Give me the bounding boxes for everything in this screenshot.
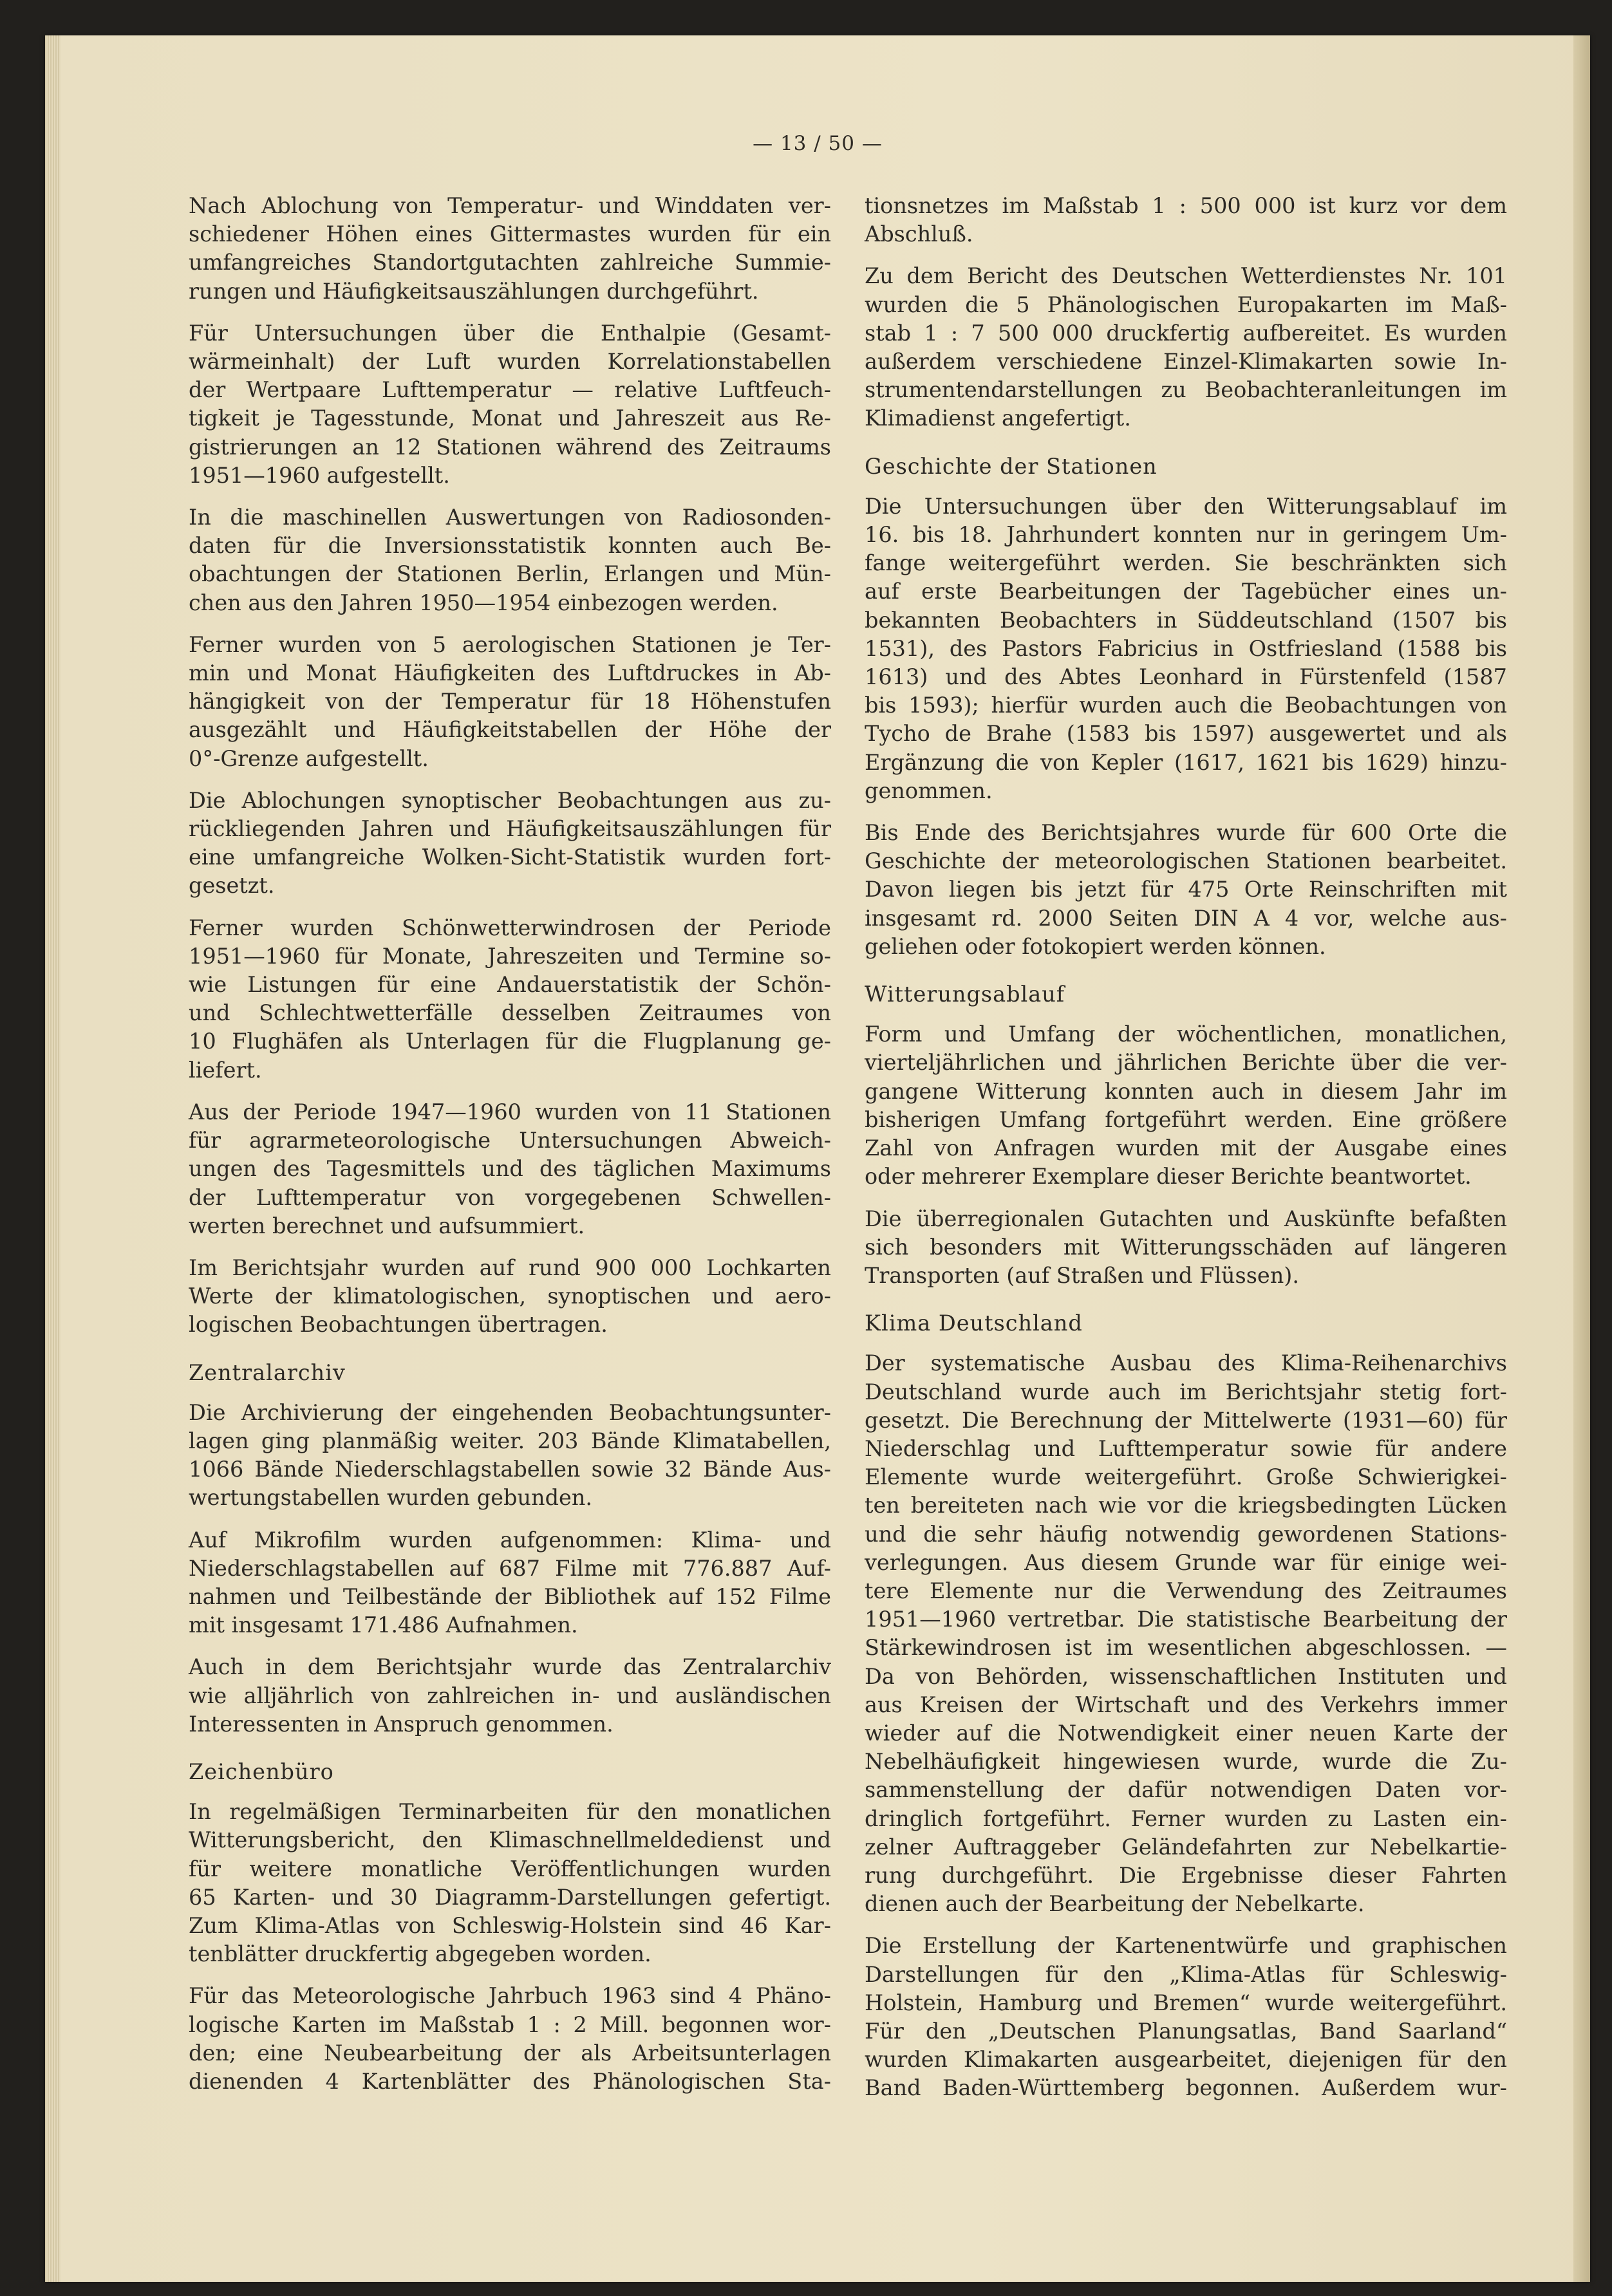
text-line: dienenden 4 Kartenblätter des Phänologischen Sta-	[189, 2068, 831, 2094]
text-line: verlegungen. Aus diesem Grunde war für einige wei-	[865, 1549, 1507, 1575]
text-line: Nach Ablochung von Temperatur- und Winddaten ver-	[189, 193, 831, 218]
page-edge	[1573, 35, 1590, 2282]
text-line: rungen und Häufigkeitsauszählungen durchgeführt.	[189, 278, 759, 304]
text-line: eine umfangreiche Wolken-Sicht-Statistik wurden fort-	[189, 845, 831, 870]
paragraph	[865, 492, 1507, 805]
text-line: für agrarmeteorologische Untersuchungen Abweich-	[189, 1128, 831, 1153]
text-line: logische Karten im Maßstab 1 : 2 Mill. begonnen wor-	[189, 2011, 831, 2037]
text-line: Ergänzung die von Kepler (1617, 1621 bis 1629) hinzu-	[865, 749, 1507, 775]
text-line: genommen.	[865, 778, 993, 803]
paragraph	[865, 1205, 1507, 1291]
text-line: Die Erstellung der Kartenentwürfe und graphischen	[865, 1933, 1507, 1959]
text-line: Niederschlag und Lufttemperatur sowie für andere	[865, 1435, 1507, 1461]
text-line: rückliegenden Jahren und Häufigkeitsauszählungen für	[189, 816, 831, 842]
text-line: 1951—1960 aufgestellt.	[189, 462, 450, 488]
text-line: Bis Ende des Berichtsjahres wurde für 600 Orte die	[865, 820, 1507, 846]
paragraph	[189, 1798, 831, 1968]
paragraph	[189, 192, 831, 306]
text-line: ausgezählt und Häufigkeitstabellen der Höhe der	[189, 717, 831, 743]
text-line: insgesamt rd. 2000 Seiten DIN A 4 vor, welche aus-	[865, 905, 1507, 931]
text-line: gistrierungen an 12 Stationen während des Zeitraums	[189, 434, 831, 460]
text-line: 10 Flughäfen als Unterlagen für die Flugplanung ge-	[189, 1029, 831, 1054]
text-line: der Lufttemperatur von vorgegebenen Schwellen-	[189, 1184, 831, 1210]
page-number: — 13 / 50 —	[753, 132, 883, 155]
text-line: ungen des Tagesmittels und des täglichen Maximums	[189, 1156, 831, 1182]
text-line: tenblätter druckfertig abgegeben worden.	[189, 1941, 651, 1967]
paragraph	[865, 262, 1507, 433]
text-line: stab 1 : 7 500 000 druckfertig aufbereitet. Es wurden	[865, 320, 1507, 346]
text-line: Stärkewindrosen ist im wesentlichen abgeschlossen. —	[865, 1635, 1507, 1661]
text-line: dienen auch der Bearbeitung der Nebelkarte.	[865, 1891, 1365, 1917]
text-line: Zahl von Anfragen wurden mit der Ausgabe eines	[865, 1135, 1507, 1161]
text-line: Zu dem Bericht des Deutschen Wetterdienstes Nr. 101	[865, 263, 1507, 289]
text-line: min und Monat Häufigkeiten des Luftdruckes in Ab-	[189, 660, 831, 686]
text-line: Davon liegen bis jetzt für 475 Orte Reinschriften mit	[865, 877, 1507, 902]
text-line: Abschluß.	[865, 221, 973, 247]
text-line: Klimadienst angefertigt.	[865, 406, 1131, 431]
text-line: Witterungsbericht, den Klimaschnellmeldedienst und	[189, 1827, 831, 1853]
text-line: Auf Mikrofilm wurden aufgenommen: Klima- und	[189, 1527, 831, 1553]
text-line: In regelmäßigen Terminarbeiten für den monatlichen	[189, 1799, 831, 1825]
text-line: 65 Karten- und 30 Diagramm-Darstellungen gefertigt.	[189, 1884, 831, 1910]
text-line: wieder auf die Notwendigkeit einer neuen Karte der	[865, 1720, 1507, 1746]
paragraph	[189, 1399, 831, 1513]
text-line: liefert.	[189, 1057, 262, 1083]
text-line: Aus der Periode 1947—1960 wurden von 11 Stationen	[189, 1099, 831, 1125]
text-line: bisherigen Umfang fortgeführt werden. Eine größere	[865, 1106, 1507, 1132]
text-line: gesetzt. Die Berechnung der Mittelwerte (1931—60) für	[865, 1407, 1507, 1433]
text-line: hängigkeit von der Temperatur für 18 Höhenstufen	[189, 689, 831, 714]
text-line: sich besonders mit Witterungsschäden auf längeren	[865, 1234, 1507, 1260]
text-line: der Wertpaare Lufttemperatur — relative Luftfeuch-	[189, 377, 831, 403]
text-line: geliehen oder fotokopiert werden können.	[865, 933, 1326, 959]
text-line: logischen Beobachtungen übertragen.	[189, 1312, 608, 1338]
paragraph	[865, 1932, 1507, 2102]
paragraph	[189, 631, 831, 773]
paragraph	[189, 1254, 831, 1339]
text-line: schiedener Höhen eines Gittermastes wurden für ein	[189, 221, 831, 247]
text-line: für weitere monatliche Veröffentlichungen wurden	[189, 1856, 831, 1881]
text-line: wertungstabellen wurden gebunden.	[189, 1485, 593, 1511]
paragraph	[865, 192, 1507, 248]
text-line: vierteljährlichen und jährlichen Berichte über die ver-	[865, 1050, 1507, 1076]
text-line: 0°-Grenze aufgestellt.	[189, 745, 429, 771]
text-line: chen aus den Jahren 1950—1954 einbezogen werden.	[189, 590, 778, 615]
paragraph	[189, 1526, 831, 1640]
text-line: Für den „Deutschen Planungsatlas, Band Saarland“	[865, 2018, 1507, 2044]
paragraph	[189, 319, 831, 490]
text-line: wie Listungen für eine Andauerstatistik der Schön-	[189, 972, 831, 998]
text-line: 1066 Bände Niederschlagstabellen sowie 32 Bände Aus-	[189, 1457, 831, 1482]
text-line: gangene Witterung konnten auch in diesem Jahr im	[865, 1078, 1507, 1104]
text-line: fange weitergeführt werden. Sie beschränkten sich	[865, 550, 1507, 576]
text-line: und die sehr häufig notwendig gewordenen Stations-	[865, 1521, 1507, 1547]
text-line: Niederschlagstabellen auf 687 Filme mit 776.887 Auf-	[189, 1555, 831, 1581]
paragraph	[189, 914, 831, 1085]
text-line: auf erste Bearbeitungen der Tagebücher eines un-	[865, 579, 1507, 604]
text-line: und Schlechtwetterfälle desselben Zeitraumes von	[189, 1000, 831, 1026]
text-line: strumentendarstellungen zu Beobachteranleitungen im	[865, 377, 1507, 403]
text-line: nahmen und Teilbestände der Bibliothek auf 152 Filme	[189, 1583, 831, 1609]
section-heading: Geschichte der Stationen	[865, 453, 1157, 479]
paragraph	[189, 1982, 831, 2096]
text-line: wurden Klimakarten ausgearbeitet, diejenigen für den	[865, 2047, 1507, 2073]
paragraph	[865, 1349, 1507, 1918]
section-heading: Klima Deutschland	[865, 1311, 1083, 1336]
text-line: Auch in dem Berichtsjahr wurde das Zentralarchiv	[189, 1654, 831, 1680]
text-line: Für das Meteorologische Jahrbuch 1963 sind 4 Phäno-	[189, 1983, 831, 2009]
text-line: Form und Umfang der wöchentlichen, monatlichen,	[865, 1022, 1507, 1047]
text-line: Die Archivierung der eingehenden Beobachtungsunter-	[189, 1399, 831, 1425]
text-line: Werte der klimatologischen, synoptischen und aero-	[189, 1283, 831, 1309]
text-line: 1951—1960 vertretbar. Die statistische Bearbeitung der	[865, 1607, 1507, 1632]
text-line: Deutschland wurde auch im Berichtsjahr stetig fort-	[865, 1379, 1507, 1405]
text-line: umfangreiches Standortgutachten zahlreiche Summie-	[189, 250, 831, 275]
text-line: Der systematische Ausbau des Klima-Reihenarchivs	[865, 1350, 1507, 1376]
text-line: Die überregionalen Gutachten und Auskünfte befaßten	[865, 1206, 1507, 1231]
text-line: sammenstellung der dafür notwendigen Daten vor-	[865, 1777, 1507, 1803]
text-line: tigkeit je Tagesstunde, Monat und Jahreszeit aus Re-	[189, 406, 831, 431]
text-line: obachtungen der Stationen Berlin, Erlangen und Mün-	[189, 561, 831, 587]
text-line: Die Ablochungen synoptischer Beobachtungen aus zu-	[189, 787, 831, 813]
section-heading: Zeichenbüro	[189, 1759, 334, 1784]
text-line: 1531), des Pastors Fabricius in Ostfriesland (1588 bis	[865, 635, 1507, 661]
section-heading: Witterungsablauf	[865, 982, 1065, 1007]
paragraph	[865, 1020, 1507, 1191]
text-line: Darstellungen für den „Klima-Atlas für Schleswig-	[865, 1961, 1507, 1987]
text-line: dringlich fortgeführt. Ferner wurden zu Lasten ein-	[865, 1806, 1507, 1831]
text-line: Im Berichtsjahr wurden auf rund 900 000 Lochkarten	[189, 1255, 831, 1280]
text-line: tere Elemente nur die Verwendung des Zeitraumes	[865, 1578, 1507, 1603]
text-line: tionsnetzes im Maßstab 1 : 500 000 ist kurz vor dem	[865, 193, 1507, 218]
paragraph	[865, 819, 1507, 961]
text-line: Für Untersuchungen über die Enthalpie (Gesamt-	[189, 320, 831, 346]
text-line: wurden die 5 Phänologischen Europakarten im Maß-	[865, 292, 1507, 317]
text-line: rung durchgeführt. Die Ergebnisse dieser Fahrten	[865, 1862, 1507, 1888]
text-line: werten berechnet und aufsummiert.	[189, 1213, 585, 1238]
binding-edge	[45, 35, 61, 2282]
text-line: Die Untersuchungen über den Witterungsablauf im	[865, 493, 1507, 519]
text-line: In die maschinellen Auswertungen von Radiosonden-	[189, 505, 831, 530]
text-line: Transporten (auf Straßen und Flüssen).	[865, 1262, 1300, 1288]
text-line: bekannten Beobachters in Süddeutschland (1507 bis	[865, 607, 1507, 633]
paragraph	[189, 787, 831, 901]
text-line: aus Kreisen der Wirtschaft und des Verkehrs immer	[865, 1692, 1507, 1717]
text-line: zelner Auftraggeber Geländefahrten zur Nebelkartie-	[865, 1834, 1507, 1860]
text-line: außerdem verschiedene Einzel-Klimakarten sowie In-	[865, 349, 1507, 375]
left-text-column	[189, 192, 831, 2109]
text-line: Nebelhäufigkeit hingewiesen wurde, wurde die Zu-	[865, 1749, 1507, 1775]
paragraph	[189, 503, 831, 617]
text-line: Zum Klima-Atlas von Schleswig-Holstein sind 46 Kar-	[189, 1912, 831, 1938]
text-line: 1951—1960 für Monate, Jahreszeiten und Termine so-	[189, 943, 831, 969]
text-line: 16. bis 18. Jahrhundert konnten nur in geringem Um-	[865, 522, 1507, 548]
paragraph	[189, 1653, 831, 1739]
right-text-column	[865, 192, 1507, 2116]
text-line: oder mehrerer Exemplare dieser Berichte beantwortet.	[865, 1164, 1472, 1190]
text-line: wärmeinhalt) der Luft wurden Korrelationstabellen	[189, 349, 831, 375]
text-line: daten für die Inversionsstatistik konnten auch Be-	[189, 533, 831, 559]
text-line: 1613) und des Abtes Leonhard in Fürstenfeld (1587	[865, 664, 1507, 690]
text-line: Geschichte der meteorologischen Stationen bearbeitet.	[865, 848, 1507, 874]
text-line: ten bereiteten nach wie vor die kriegsbedingten Lücken	[865, 1493, 1507, 1518]
text-line: den; eine Neubearbeitung der als Arbeitsunterlagen	[189, 2040, 831, 2066]
text-line: Tycho de Brahe (1583 bis 1597) ausgewertet und als	[865, 721, 1507, 747]
text-line: Ferner wurden Schönwetterwindrosen der Periode	[189, 915, 831, 940]
text-line: gesetzt.	[189, 873, 275, 899]
text-line: wie alljährlich von zahlreichen in- und ausländischen	[189, 1683, 831, 1708]
text-line: Band Baden-Württemberg begonnen. Außerdem wur-	[865, 2075, 1507, 2101]
text-line: Ferner wurden von 5 aerologischen Stationen je Ter-	[189, 631, 831, 657]
text-line: lagen ging planmäßig weiter. 203 Bände Klimatabellen,	[189, 1428, 831, 1453]
paragraph	[189, 1098, 831, 1240]
text-line: mit insgesamt 171.486 Aufnahmen.	[189, 1612, 578, 1638]
text-line: bis 1593); hierfür wurden auch die Beobachtungen von	[865, 693, 1507, 718]
section-heading: Zentralarchiv	[189, 1359, 346, 1385]
text-line: Interessenten in Anspruch genommen.	[189, 1711, 614, 1737]
text-line: Elemente wurde weitergeführt. Große Schwierigkei-	[865, 1464, 1507, 1490]
text-line: Da von Behörden, wissenschaftlichen Instituten und	[865, 1663, 1507, 1689]
text-line: Holstein, Hamburg und Bremen“ wurde weitergeführt.	[865, 1990, 1507, 2015]
